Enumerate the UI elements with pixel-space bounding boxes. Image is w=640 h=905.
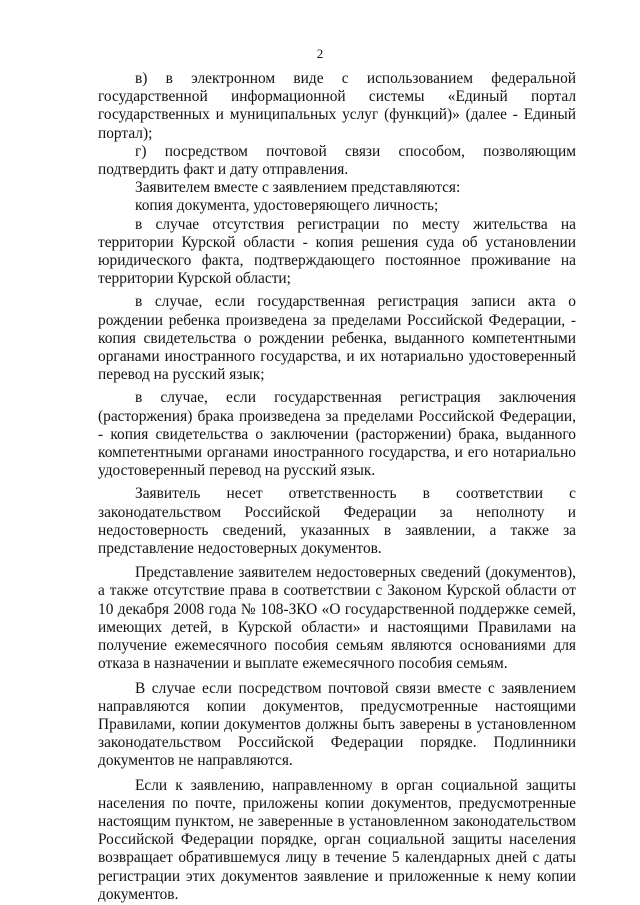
paragraph-documents-intro: Заявителем вместе с заявлением представляются:: [135, 179, 461, 197]
paragraph-refusal-grounds: Представление заявителем недостоверных сведений (документов), а также отсутствие права в соответствии с Законом Курской области от 10 декабря 2008 года № 108-ЗКО «О государственной поддержке семей, имеющих детей, в Курской области» и настоящими Правилами на получение ежемесячного пособия семьям являются основаниями для отказа в назначении и выплате ежемесячного пособия семьям.: [98, 564, 576, 673]
paragraph-identity-copy: копия документа, удостоверяющего личность;: [135, 197, 439, 215]
paragraph-postal-copies: В случае если посредством почтовой связи вместе с заявлением направляются копии документов, предусмотренные настоящими Правилами, копии документов должны быть заверены в установленном законодательством Российской Федерации порядке. Подлинники документов не направляются.: [98, 679, 576, 770]
paragraph-return-documents: Если к заявлению, направленному в орган социальной защиты населения по почте, приложены копии документов, предусмотренные настоящим пунктом, не заверенные в установленном законодательством Российской Федерации порядке, орган социальной защиты населения возвращает обратившемуся лицу в течение 5 календарных дней с даты регистрации этих документов заявление и приложенные к нему копии документов.: [98, 776, 576, 903]
paragraph-applicant-responsibility: Заявитель несет ответственность в соответствии с законодательством Российской Федерации за неполноту и недостоверность сведений, указанных в заявлении, а также за представление недостоверных документов.: [98, 485, 576, 558]
paragraph-court-decision: в случае отсутствия регистрации по месту жительства на территории Курской области - копия решения суда об установлении юридического факта, подтверждающего постоянное проживание на территории Курской области;: [98, 215, 576, 288]
paragraph-birth-certificate: в случае, если государственная регистрация записи акта о рождении ребенка произведена за пределами Российской Федерации, - копия свидетельства о рождении ребенка, выданного компетентными органами иностранного государства, и их нотариально удостоверенный перевод на русский язык;: [98, 293, 576, 384]
paragraph-electronic-submission: в) в электронном виде с использованием федеральной государственной информационной системы «Единый портал государственных и муниципальных услуг (функций)» (далее - Единый портал);: [98, 70, 576, 142]
document-body: [98, 70, 576, 904]
page-number: 2: [316, 46, 324, 61]
paragraph-marriage-certificate: в случае, если государственная регистрация заключения (расторжения) брака произведена за пределами Российской Федерации, - копия свидетельства о заключении (расторжении) брака, выданного компетентными органами иностранного государства, и его нотариально удостоверенный перевод на русский язык.: [98, 389, 576, 480]
paragraph-postal-submission: г) посредством почтовой связи способом, позволяющим подтвердить факт и дату отправления.: [98, 142, 576, 179]
